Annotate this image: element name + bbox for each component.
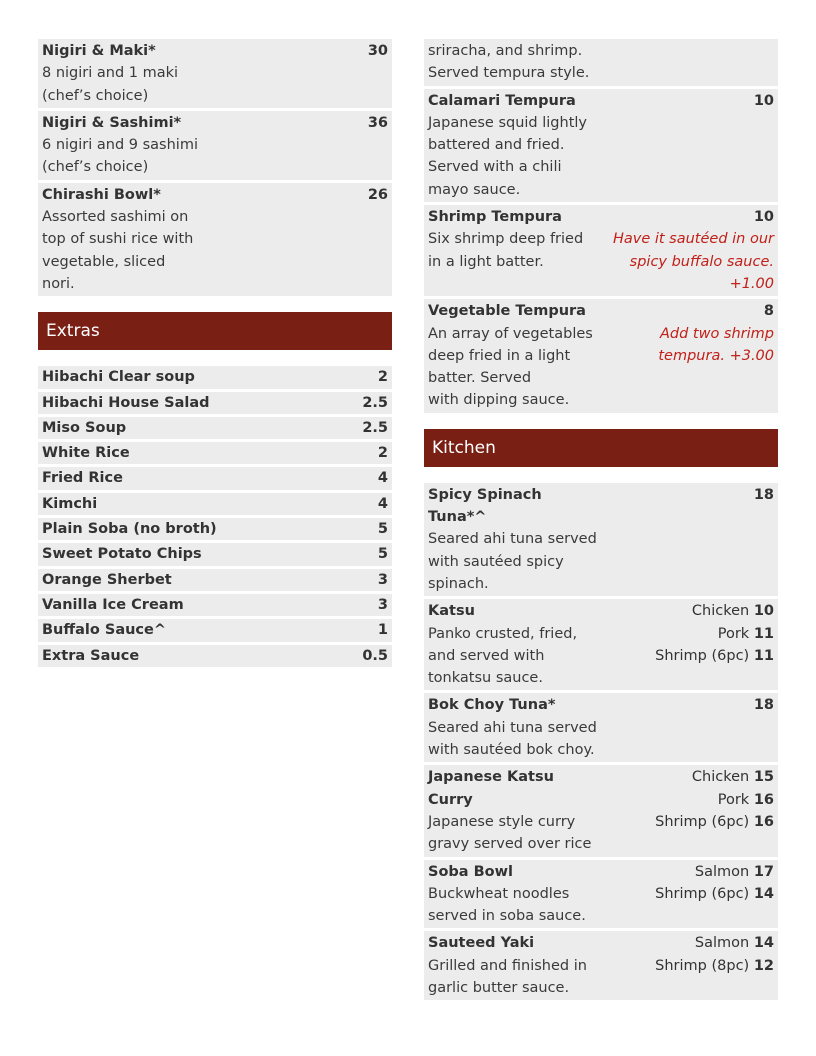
option-label: Salmon: [694, 863, 750, 880]
extra-name: Miso Soup: [42, 419, 127, 436]
item-name: Katsu: [428, 603, 475, 620]
item-side: [600, 206, 774, 295]
item-name: Shrimp Tempura: [428, 209, 562, 226]
extra-price: 2.5: [362, 419, 388, 436]
item-price: 10: [753, 92, 774, 109]
item-description-line: 6 nigiri and 9 sashimi: [42, 137, 198, 154]
item-description-line: Japanese style curry: [428, 813, 576, 830]
item-description-line: with sautéed spicy: [428, 553, 564, 570]
extra-item: [38, 417, 392, 439]
tempura-list: [424, 39, 778, 413]
price-option: [600, 600, 774, 622]
menu-item: [424, 39, 778, 86]
item-main: [428, 694, 600, 761]
option-label: Chicken: [691, 769, 750, 786]
extra-price: 0.5: [362, 647, 388, 664]
extra-item: [38, 645, 392, 667]
menu-item: [424, 693, 778, 762]
extra-item: [38, 442, 392, 464]
item-main: [428, 206, 600, 295]
item-side: [600, 861, 774, 928]
item-description-line: Served with a chili: [428, 159, 562, 176]
item-note-line: +1.00: [729, 275, 774, 292]
option-price: 11: [753, 647, 774, 664]
option-label: Pork: [717, 625, 750, 642]
item-price: 8: [763, 303, 774, 320]
extra-name: Plain Soba (no broth): [42, 521, 217, 538]
item-name: Calamari Tempura: [428, 92, 576, 109]
menu-item: [38, 183, 392, 296]
item-main: [428, 766, 600, 855]
option-label: Shrimp (8pc): [655, 957, 750, 974]
item-main: [428, 861, 600, 928]
item-price: 18: [753, 486, 774, 503]
item-description-line: and served with: [428, 647, 545, 664]
extra-item: [38, 392, 392, 414]
item-side: [600, 40, 774, 85]
item-main: [42, 40, 214, 107]
item-name: Japanese Katsu Curry: [428, 769, 554, 808]
item-description-line: 8 nigiri and 1 maki: [42, 65, 179, 82]
extra-name: Orange Sherbet: [42, 571, 172, 588]
item-description-line: batter. Served: [428, 370, 532, 387]
menu-item: [38, 111, 392, 180]
option-price: 10: [753, 603, 774, 620]
item-description-line: Served tempura style.: [428, 65, 590, 82]
item-note-line: spicy buffalo sauce.: [629, 253, 774, 270]
item-description-line: vegetable, sliced: [42, 253, 166, 270]
item-description-line: (chef’s choice): [42, 87, 149, 104]
item-main: [428, 600, 600, 689]
extra-price: 3: [377, 596, 388, 613]
extra-item: [38, 366, 392, 388]
extra-name: Vanilla Ice Cream: [42, 596, 184, 613]
extra-item: [38, 619, 392, 641]
item-main: [42, 112, 214, 179]
menu-item: [38, 39, 392, 108]
item-side: [600, 484, 774, 595]
option-label: Shrimp (6pc): [655, 813, 750, 830]
item-description-line: deep fried in a light: [428, 347, 571, 364]
extra-name: Sweet Potato Chips: [42, 546, 202, 563]
item-main: [428, 90, 600, 201]
item-price: 26: [367, 186, 388, 203]
option-price: 16: [753, 791, 774, 808]
item-side: [600, 766, 774, 855]
menu-item: [424, 931, 778, 1000]
item-description-line: Assorted sashimi on: [42, 209, 189, 226]
price-option: [600, 645, 774, 667]
item-name: Nigiri & Maki*: [42, 43, 156, 59]
item-description-line: gravy served over rice: [428, 836, 592, 853]
item-main: [428, 40, 600, 85]
item-side: [600, 90, 774, 201]
extra-name: Hibachi House Salad: [42, 394, 210, 411]
extra-price: 4: [377, 470, 388, 487]
item-note-line: Add two shrimp: [659, 325, 774, 342]
extra-item: [38, 518, 392, 540]
item-price: 10: [753, 209, 774, 226]
kitchen-list: [424, 483, 778, 1001]
item-side: [600, 300, 774, 411]
item-name: Vegetable Tempura: [428, 303, 586, 320]
extra-item: [38, 467, 392, 489]
item-description-line: Seared ahi tuna served: [428, 531, 597, 548]
option-price: 16: [753, 813, 774, 830]
price-option: [600, 623, 774, 645]
option-price: 17: [753, 863, 774, 880]
item-name: Chirashi Bowl*: [42, 186, 161, 203]
item-description-line: with sautéed bok choy.: [428, 742, 595, 759]
right-column: [424, 39, 778, 1003]
item-description-line: (chef’s choice): [42, 159, 149, 176]
item-side: [600, 600, 774, 689]
extra-price: 5: [377, 521, 388, 538]
item-note-line: tempura. +3.00: [658, 347, 774, 364]
extra-price: 4: [377, 495, 388, 512]
item-description-line: top of sushi rice with: [42, 231, 194, 248]
option-price: 15: [753, 769, 774, 786]
price-option: [600, 811, 774, 833]
extra-price: 3: [377, 571, 388, 588]
extra-price: 5: [377, 546, 388, 563]
extra-name: Fried Rice: [42, 470, 123, 487]
extra-price: 2.5: [362, 394, 388, 411]
item-description-line: Seared ahi tuna served: [428, 719, 597, 736]
option-label: Pork: [717, 791, 750, 808]
menu-item: [424, 483, 778, 596]
item-description-line: An array of vegetables: [428, 325, 593, 342]
item-price: 18: [753, 697, 774, 714]
item-side: [600, 694, 774, 761]
item-name: Sauteed Yaki: [428, 935, 535, 952]
price-option: [600, 789, 774, 811]
item-description-line: with dipping sauce.: [428, 392, 570, 409]
item-name: Bok Choy Tuna*: [428, 697, 556, 714]
extra-name: Hibachi Clear soup: [42, 369, 195, 386]
extras-list: [38, 366, 392, 667]
item-main: [42, 184, 214, 295]
menu-item: [424, 860, 778, 929]
item-price: 36: [367, 114, 388, 131]
option-price: 11: [753, 625, 774, 642]
item-main: [428, 932, 600, 999]
item-description-line: in a light batter.: [428, 253, 544, 270]
extra-item: [38, 543, 392, 565]
extra-item: [38, 569, 392, 591]
price-option: [600, 766, 774, 788]
item-description-line: served in soba sauce.: [428, 908, 586, 925]
item-name: Spicy Spinach Tuna*^: [428, 486, 542, 526]
extra-name: Buffalo Sauce^: [42, 622, 167, 639]
item-main: [428, 300, 600, 411]
item-name: Soba Bowl: [428, 863, 513, 880]
price-option: [600, 932, 774, 954]
left-column: [38, 39, 392, 670]
item-description-line: sriracha, and shrimp.: [428, 43, 583, 59]
combo-list: [38, 39, 392, 296]
item-description-line: Grilled and finished in: [428, 957, 587, 974]
extra-name: White Rice: [42, 445, 130, 462]
extra-name: Extra Sauce: [42, 647, 140, 664]
extra-price: 2: [377, 445, 388, 462]
option-price: 12: [753, 957, 774, 974]
item-side: [214, 40, 388, 107]
option-price: 14: [753, 935, 774, 952]
menu-item: [424, 89, 778, 202]
item-side: [214, 112, 388, 179]
menu-item: [424, 205, 778, 296]
item-description-line: battered and fried.: [428, 137, 565, 154]
extra-item: [38, 594, 392, 616]
option-label: Shrimp (6pc): [655, 885, 750, 902]
extra-name: Kimchi: [42, 495, 98, 512]
item-price: 30: [367, 43, 388, 59]
option-label: Shrimp (6pc): [655, 647, 750, 664]
item-description-line: spinach.: [428, 575, 489, 592]
extras-header: Extras: [38, 312, 392, 350]
item-description-line: garlic butter sauce.: [428, 979, 570, 996]
item-side: [600, 932, 774, 999]
item-note-line: Have it sautéed in our: [612, 231, 774, 248]
item-description-line: Japanese squid lightly: [428, 114, 587, 131]
menu-item: [424, 599, 778, 690]
menu-item: [424, 765, 778, 856]
item-description-line: mayo sauce.: [428, 181, 521, 198]
item-main: [428, 484, 600, 595]
item-description-line: Buckwheat noodles: [428, 885, 570, 902]
price-option: [600, 955, 774, 977]
menu-item: [424, 299, 778, 412]
price-option: [600, 861, 774, 883]
item-name: Nigiri & Sashimi*: [42, 114, 182, 131]
extra-price: 1: [377, 622, 388, 639]
item-description-line: Panko crusted, fried,: [428, 625, 578, 642]
extra-item: [38, 493, 392, 515]
item-description-line: tonkatsu sauce.: [428, 670, 543, 687]
option-price: 14: [753, 885, 774, 902]
price-option: [600, 883, 774, 905]
extra-price: 2: [377, 369, 388, 386]
item-description-line: nori.: [42, 275, 75, 292]
option-label: Salmon: [694, 935, 750, 952]
item-description-line: Six shrimp deep fried: [428, 231, 584, 248]
kitchen-header: Kitchen: [424, 429, 778, 467]
option-label: Chicken: [691, 603, 750, 620]
item-side: [214, 184, 388, 295]
